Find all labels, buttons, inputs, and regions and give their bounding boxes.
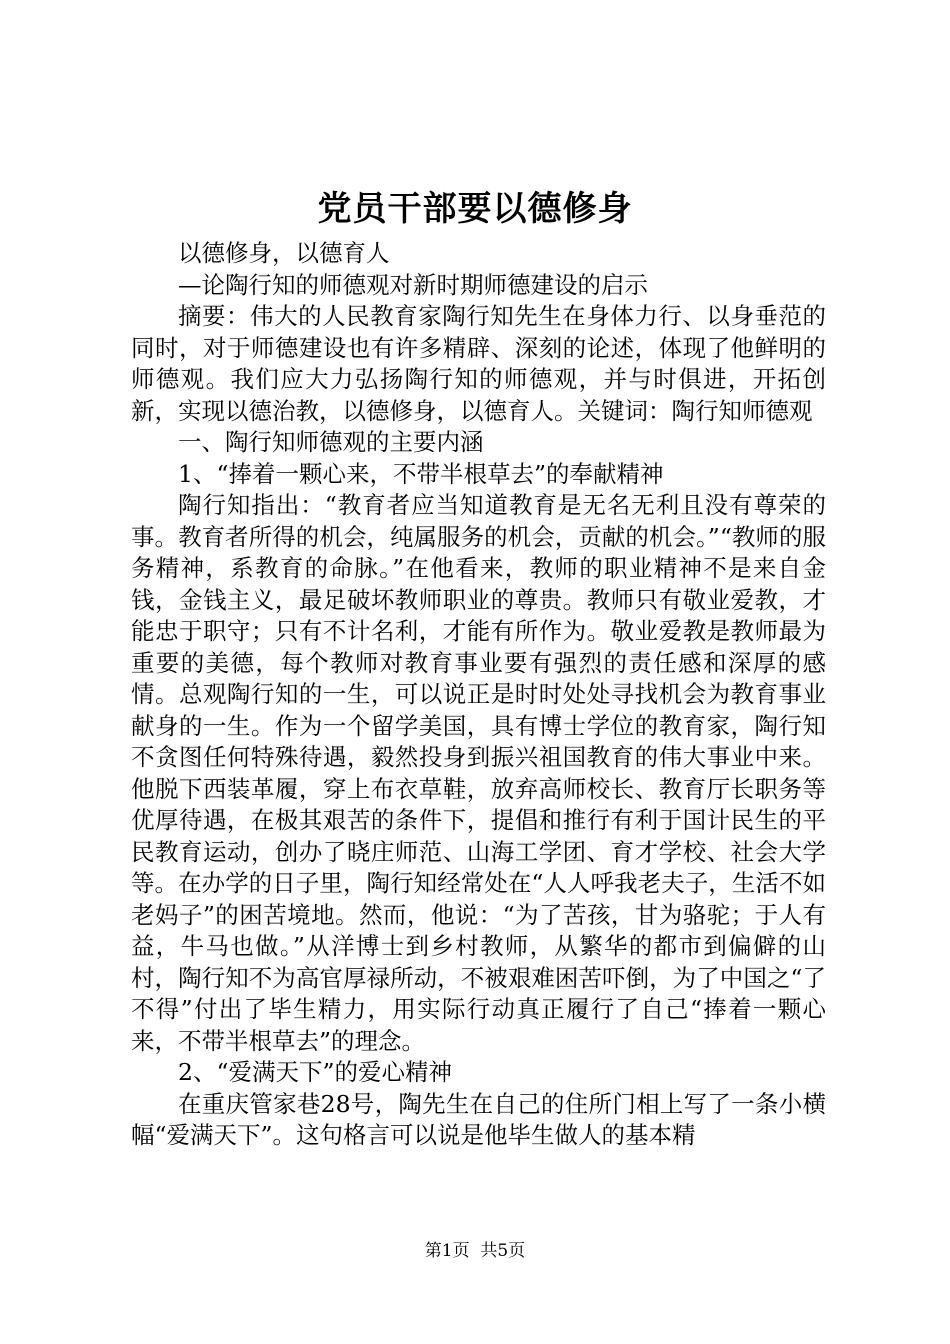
subsection-heading: 2、“爱满天下”的爱心精神 <box>178 1058 452 1086</box>
page-total: 共5页 <box>480 1241 526 1261</box>
page-footer <box>0 1240 950 1262</box>
abstract-paragraph: 摘要：伟大的人民教育家陶行知先生在身体力行、以身垂范的同时，对于师德建设也有许多精辟、深刻的论述，体现了他鲜明的师德观。我们应大力弘扬陶行知的师德观，并与时俱进，开拓创新，实现以德治教，以德修身，以德育人。关键词：陶行知师德观 <box>131 302 826 425</box>
subsection-heading: 1、“捧着一颗心来，不带半根草去”的奉献精神 <box>178 459 664 488</box>
document-body <box>131 238 826 1152</box>
body-paragraph: 在重庆管家巷28号，陶先生在自己的住所门相上写了一条小横幅“爱满天下”。这句格言可以说是他毕生做人的基本精 <box>131 1089 826 1149</box>
section-heading: 一、陶行知师德观的主要内涵 <box>178 428 484 456</box>
heading-subtitle: 以德修身，以德育人 <box>178 239 390 267</box>
page-number: 第1页 <box>424 1241 470 1261</box>
heading-subtitle-2: —论陶行知的师德观对新时期师德建设的启示 <box>178 270 648 299</box>
body-paragraph: 陶行知指出：“教育者应当知道教育是无名无利且没有尊荣的事。教育者所得的机会，纯属服务的机会，贡献的机会。”“教师的服务精神，系教育的命脉。”在他看来，教师的职业精神不是来自金钱，金钱主义，最足破坏教师职业的尊贵。教师只有敬业爱教，才能忠于职守；只有不计名利，才能有所作为。敬业爱教是教师最为重要的美德，每个教师对教育事业要有强烈的责任感和深厚的感情。总观陶行知的一生，可以说正是时时处处寻找机会为教育事业献身的一生。作为一个留学美国，具有博士学位的教育家，陶行知不贪图任何特殊待遇，毅然投身到振兴祖国教育的伟大事业中来。他脱下西装革履，穿上布衣草鞋，放弃高师校长、教育厅长职务等优厚待遇，在极其艰苦的条件下，提倡和推行有利于国计民生的平民教育运动，创办了晓庄师范、山海工学团、育才学校、社会大学等。在办学的日子里，陶行知经常处在“人人呼我老夫子，生活不如老妈子”的困苦境地。然而，他说：“为了苦孩，甘为骆驼；于人有益，牛马也做。”从洋博士到乡村教师，从繁华的都市到偏僻的山村，陶行知不为高官厚禄所动，不被艰难困苦吓倒，为了中国之“了不得”付出了毕生精力，用实际行动真正履行了自己“捧着一颗心来，不带半根草去”的理念。 <box>131 491 826 1055</box>
document-title: 党员干部要以德修身 <box>317 189 633 229</box>
